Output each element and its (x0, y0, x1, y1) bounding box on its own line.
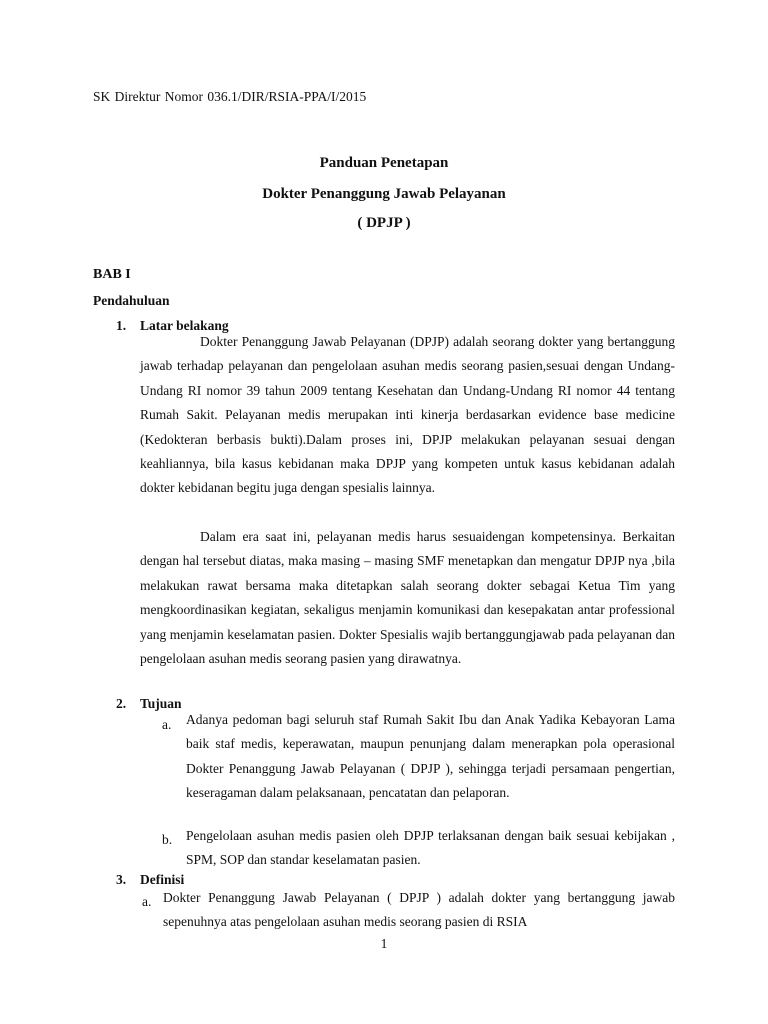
document-title-line-2: Dokter Penanggung Jawab Pelayanan (262, 186, 506, 202)
section-3-heading: Definisi (140, 872, 185, 887)
tujuan-item-a-letter: a. (162, 717, 172, 732)
section-1-paragraph-1: Dokter Penanggung Jawab Pelayanan (DPJP) adalah seorang dokter yang bertanggung jawab terhadap pelayanan dan pengelolaan asuhan medis seorang pasien,sesuai dengan Undang-Undang RI nomor 39 tahun 2009 tentang Kesehatan dan Undang-Undang RI nomor 44 tentang Rumah Sakit. Pelayanan medis merupakan inti kinerja berdasarkan evidence base medicine (Kedokteran berbasis bukti).Dalam proses ini, DPJP melakukan pelayanan sesuai dengan keahliannya, bila kasus kebidanan maka DPJP yang kompeten untuk kasus kebidanan adalah dokter kebidanan begitu juga dengan spesialis lainnya. (140, 334, 675, 496)
section-2-heading: Tujuan (140, 696, 182, 711)
section-1-heading: Latar belakang (140, 318, 229, 333)
tujuan-item-b-text: Pengelolaan asuhan medis pasien oleh DPJP terlaksanan dengan baik sesuai kebijakan , SPM, SOP dan standar keselamatan pasien. (186, 828, 675, 868)
document-title-line-3: ( DPJP ) (357, 215, 411, 231)
sk-reference: SK Direktur Nomor 036.1/DIR/RSIA-PPA/I/2015 (93, 89, 367, 104)
chapter-title: Pendahuluan (93, 293, 170, 308)
chapter-number: BAB I (93, 267, 131, 282)
page-number: 1 (380, 936, 388, 951)
document-title-line-1: Panduan Penetapan (319, 155, 449, 171)
section-1-number: 1. (116, 318, 127, 333)
tujuan-item-a-text: Adanya pedoman bagi seluruh staf Rumah Sakit Ibu dan Anak Yadika Kebayoran Lama baik staf medis, keperawatan, maupun penunjang dalam menerapkan pola operasional Dokter Penanggung Jawab Pelayanan ( DPJP ), sehingga terjadi persamaan pengertian, keseragaman dalam pelaksanaan, pencatatan dan pelaporan. (186, 712, 675, 801)
definisi-item-a-letter: a. (142, 894, 152, 909)
section-3-number: 3. (116, 872, 127, 887)
section-2-number: 2. (116, 696, 127, 711)
definisi-item-a-text: Dokter Penanggung Jawab Pelayanan ( DPJP ) adalah dokter yang bertanggung jawab sepenuhnya atas pengelolaan asuhan medis seorang pasien di RSIA (163, 890, 675, 930)
tujuan-item-b-letter: b. (162, 832, 173, 847)
section-1-paragraph-2: Dalam era saat ini, pelayanan medis harus sesuaidengan kompetensinya. Berkaitan dengan hal tersebut diatas, maka masing – masing SMF menetapkan dan mengatur DPJP nya ,bila melakukan rawat bersama maka ditetapkan salah seorang dokter sebagai Ketua Tim yang mengkoordinasikan kegiatan, sekaligus menjamin komunikasi dan kesepakatan antar professional yang menjamin keselamatan pasien. Dokter Spesialis wajib bertanggungjawab pada pelayanan dan pengelolaan asuhan medis seorang pasien yang dirawatnya. (140, 529, 675, 667)
